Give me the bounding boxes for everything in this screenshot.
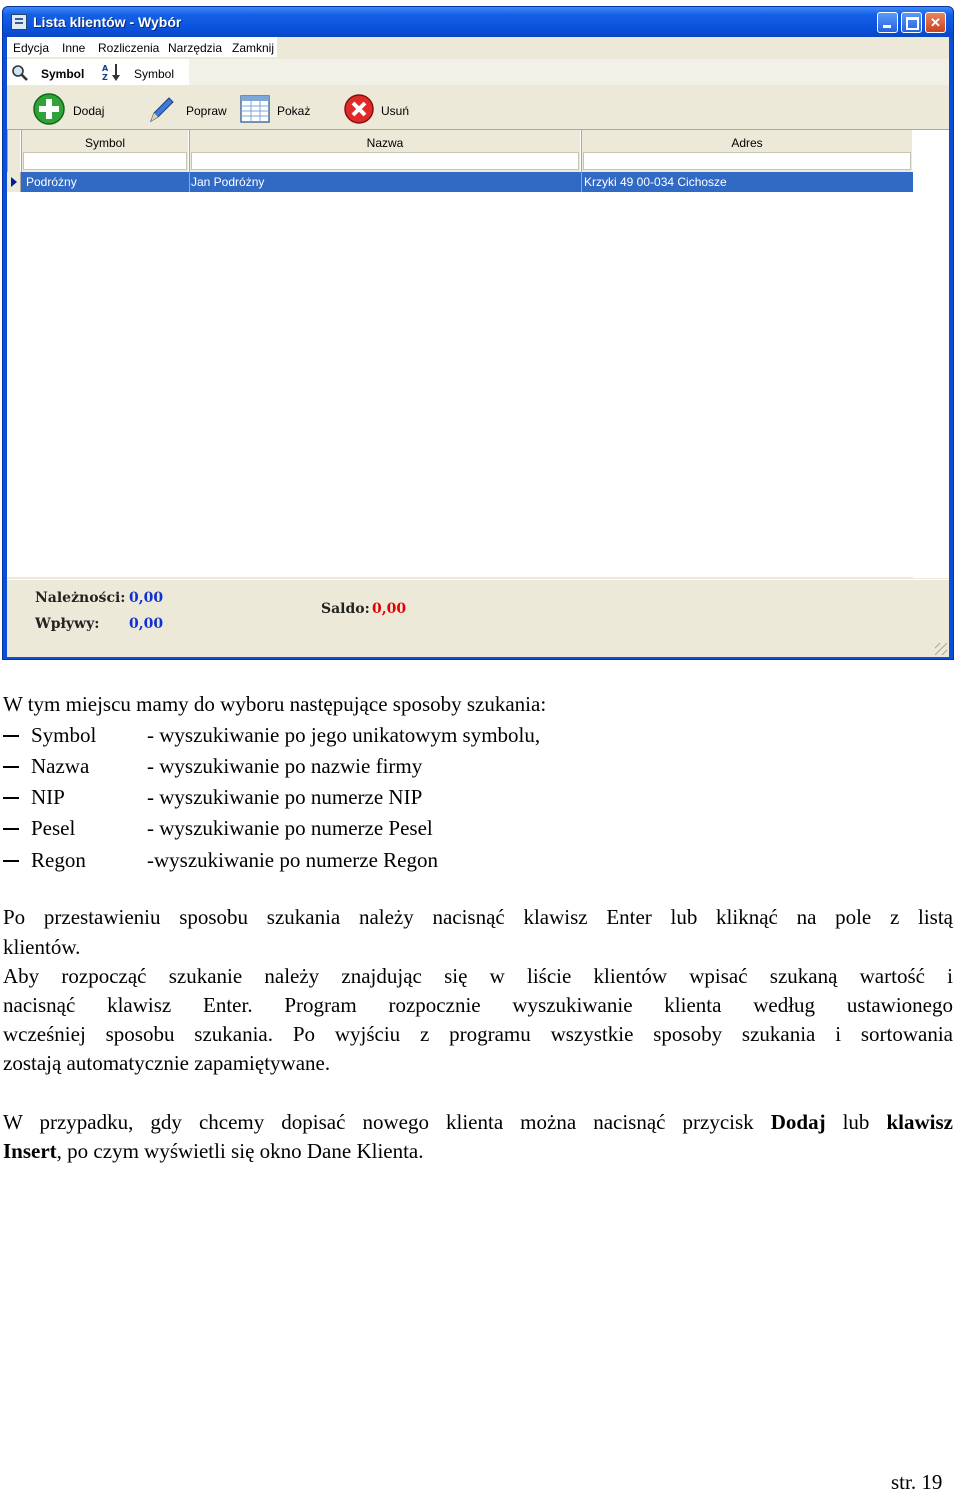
client-list-window bbox=[2, 6, 954, 660]
summary-panel bbox=[7, 579, 949, 643]
page-number: str. 19 bbox=[891, 1470, 943, 1494]
wplywy-label: Wpływy: bbox=[35, 616, 100, 632]
resize-grip-icon[interactable] bbox=[935, 643, 947, 655]
menu-bar bbox=[7, 37, 277, 57]
dash-bullet-icon bbox=[3, 860, 19, 862]
title-bar[interactable] bbox=[3, 7, 953, 37]
dodaj-emphasis: Dodaj bbox=[770, 1110, 826, 1134]
paragraph-line: nacisnąć klawisz Enter. Program rozpocznie wyszukiwanie klienta według ustawionego bbox=[3, 993, 953, 1017]
svg-text:A: A bbox=[102, 64, 109, 73]
delete-label: Usuń bbox=[381, 104, 410, 118]
show-button[interactable] bbox=[239, 93, 319, 125]
saldo-value: 0,00 bbox=[372, 601, 407, 617]
edit-button[interactable] bbox=[145, 93, 235, 125]
dash-bullet-icon bbox=[3, 828, 19, 830]
naleznosci-value: 0,00 bbox=[129, 590, 164, 606]
menu-zamknij[interactable]: Zamknij bbox=[232, 41, 275, 55]
table-row[interactable] bbox=[7, 172, 913, 192]
search-icon[interactable] bbox=[11, 64, 29, 82]
add-icon bbox=[33, 93, 65, 125]
search-mode-box[interactable] bbox=[7, 59, 189, 85]
filter-adres-field[interactable] bbox=[583, 152, 911, 170]
dash-bullet-icon bbox=[3, 797, 19, 799]
saldo-label: Saldo: bbox=[321, 601, 370, 617]
row-pointer-icon bbox=[7, 172, 21, 192]
show-label: Pokaż bbox=[277, 104, 311, 118]
insert-emphasis: Insert bbox=[3, 1139, 57, 1163]
paragraph-line: Insert, po czym wyświetli się okno Dane Klienta. bbox=[3, 1139, 424, 1163]
paragraph-line: W przypadku, gdy chcemy dopisać nowego klienta można nacisnąć przycisk Dodaj lub klawisz bbox=[3, 1110, 953, 1134]
paragraph-line: zostają automatycznie zapamiętywane. bbox=[3, 1051, 331, 1075]
menu-edycja[interactable]: Edycja bbox=[13, 41, 50, 55]
filter-symbol-field[interactable] bbox=[23, 152, 187, 170]
paragraph-line: wcześniej sposobu szukania. Po wyjściu z programu wszystkie sposoby szukania i sortowania bbox=[3, 1022, 953, 1046]
search-bar bbox=[7, 59, 949, 85]
menu-inne[interactable]: Inne bbox=[62, 41, 86, 55]
column-header-adres[interactable]: Adres bbox=[581, 130, 913, 172]
intro-paragraph: W tym miejscu mamy do wyboru następujące sposoby szukania: bbox=[3, 692, 547, 716]
close-button[interactable]: ✕ bbox=[925, 12, 946, 33]
paragraph-line: Aby rozpocząć szukanie należy znajdując się w liście klientów wpisać szukaną wartość i bbox=[3, 964, 953, 988]
filter-nazwa-field[interactable] bbox=[191, 152, 579, 170]
search-mode-label: Symbol bbox=[41, 67, 85, 81]
svg-text:Z: Z bbox=[102, 73, 108, 82]
app-icon bbox=[11, 14, 27, 30]
menu-narzedzia[interactable]: Narzędzia bbox=[168, 41, 223, 55]
delete-icon bbox=[343, 93, 375, 125]
column-header-nazwa[interactable]: Nazwa bbox=[189, 130, 581, 172]
cell-symbol: Podróżny bbox=[26, 175, 77, 189]
naleznosci-label: Należności: bbox=[35, 590, 126, 606]
paragraph-line: Po przestawieniu sposobu szukania należy nacisnąć klawisz Enter lub kliknąć na pole z listą bbox=[3, 905, 953, 929]
maximize-button[interactable] bbox=[901, 12, 922, 33]
minimize-button[interactable] bbox=[877, 12, 898, 33]
cell-adres: Krzyki 49 00-034 Cichosze bbox=[584, 175, 727, 189]
dash-bullet-icon bbox=[3, 735, 19, 737]
clients-grid[interactable] bbox=[7, 129, 949, 577]
klawisz-emphasis: klawisz bbox=[886, 1110, 953, 1134]
sort-mode-label: Symbol bbox=[134, 67, 175, 81]
add-button[interactable] bbox=[33, 93, 113, 125]
edit-label: Popraw bbox=[186, 104, 227, 118]
paragraph-line: klientów. bbox=[3, 935, 81, 959]
column-header-symbol[interactable]: Symbol bbox=[21, 130, 189, 172]
delete-button[interactable] bbox=[343, 93, 423, 125]
add-label: Dodaj bbox=[73, 104, 105, 118]
pencil-icon bbox=[145, 93, 177, 125]
window-title: Lista klientów - Wybór bbox=[33, 14, 182, 30]
row-indicator-header bbox=[7, 130, 21, 172]
status-bar bbox=[7, 643, 949, 657]
window-client-area bbox=[7, 37, 949, 657]
dash-bullet-icon bbox=[3, 766, 19, 768]
menu-rozliczenia[interactable]: Rozliczenia bbox=[98, 41, 160, 55]
cell-nazwa: Jan Podróżny bbox=[191, 175, 265, 189]
toolbar bbox=[7, 85, 949, 129]
grid-empty-area bbox=[913, 130, 949, 578]
wplywy-value: 0,00 bbox=[129, 616, 164, 632]
grid-header bbox=[7, 130, 913, 172]
sort-az-icon[interactable] bbox=[101, 62, 121, 82]
table-view-icon bbox=[239, 93, 271, 125]
